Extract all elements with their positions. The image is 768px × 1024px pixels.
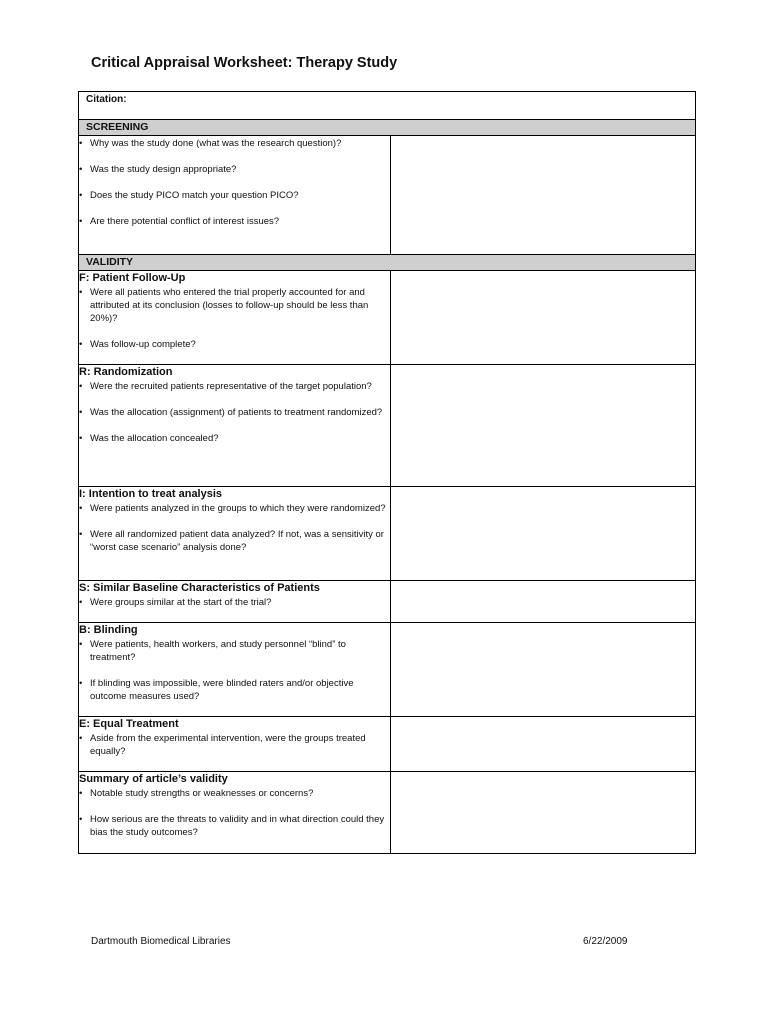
footer-date: 6/22/2009	[583, 936, 628, 947]
answer-cell[interactable]	[391, 365, 696, 487]
validity-row-follow-up	[79, 271, 696, 365]
question-item: • Were patients, health workers, and study personnel “blind” to treatment?	[79, 639, 346, 663]
question-item: • Were the recruited patients representative of the target population?	[79, 381, 372, 392]
validity-row-intention-to-treat	[79, 487, 696, 581]
citation-field[interactable]	[79, 92, 696, 120]
question-item: • Does the study PICO match your question PICO?	[79, 190, 299, 201]
subsection-heading: I: Intention to treat analysis	[79, 488, 223, 500]
validity-row-baseline	[79, 581, 696, 623]
subsection-heading: B: Blinding	[79, 624, 138, 636]
bullet-icon: •	[79, 503, 83, 514]
subsection-heading: E: Equal Treatment	[79, 718, 179, 730]
section-header-validity	[79, 255, 696, 271]
question-cell	[79, 623, 391, 717]
bullet-icon: •	[79, 529, 83, 540]
question-cell	[79, 487, 391, 581]
validity-row-blinding	[79, 623, 696, 717]
bullet-icon: •	[79, 678, 83, 689]
answer-cell[interactable]	[391, 271, 696, 365]
footer-organization: Dartmouth Biomedical Libraries	[91, 936, 231, 947]
bullet-icon: •	[79, 814, 83, 825]
bullet-icon: •	[79, 639, 83, 650]
question-cell	[79, 581, 391, 623]
bullet-icon: •	[79, 381, 83, 392]
page-title: Critical Appraisal Worksheet: Therapy Study	[91, 55, 398, 71]
question-cell	[79, 717, 391, 772]
validity-row-randomization	[79, 365, 696, 487]
question-item: • Notable study strengths or weaknesses or concerns?	[79, 788, 314, 799]
section-heading: SCREENING	[79, 120, 696, 136]
question-item: • Are there potential conflict of interest issues?	[79, 216, 280, 227]
question-item: • Were groups similar at the start of the trial?	[79, 597, 272, 608]
subsection-heading: S: Similar Baseline Characteristics of Patients	[79, 582, 320, 594]
bullet-icon: •	[79, 164, 83, 175]
question-cell	[79, 365, 391, 487]
bullet-icon: •	[79, 733, 83, 744]
worksheet-table	[78, 91, 696, 854]
question-item: • Why was the study done (what was the research question)?	[79, 138, 342, 149]
question-item: • Were patients analyzed in the groups to which they were randomized?	[79, 503, 386, 514]
question-cell	[79, 772, 391, 854]
screening-row	[79, 136, 696, 255]
question-item: • Were all randomized patient data analyzed? If not, was a sensitivity or “worst case scenario” analysis done?	[79, 529, 384, 553]
bullet-icon: •	[79, 433, 83, 444]
question-item: • Was the study design appropriate?	[79, 164, 237, 175]
question-cell	[79, 271, 391, 365]
subsection-heading: R: Randomization	[79, 366, 173, 378]
question-item: • Was the allocation concealed?	[79, 433, 219, 444]
question-item: • Was follow-up complete?	[79, 339, 196, 350]
bullet-icon: •	[79, 287, 83, 298]
question-item: • Was the allocation (assignment) of patients to treatment randomized?	[79, 407, 383, 418]
question-cell	[79, 136, 391, 255]
answer-cell[interactable]	[391, 772, 696, 854]
bullet-icon: •	[79, 407, 83, 418]
answer-cell[interactable]	[391, 136, 696, 255]
subsection-heading: Summary of article’s validity	[79, 773, 228, 785]
validity-row-equal-treatment	[79, 717, 696, 772]
bullet-icon: •	[79, 216, 83, 227]
citation-row	[79, 92, 696, 120]
section-heading: VALIDITY	[79, 255, 696, 271]
question-item: • How serious are the threats to validity and in what direction could they bias the study outcomes?	[79, 814, 385, 838]
bullet-icon: •	[79, 138, 83, 149]
section-header-screening	[79, 120, 696, 136]
question-item: • Were all patients who entered the trial properly accounted for and attributed at its conclusion (losses to follow-up should be less than 20%)?	[79, 287, 369, 324]
answer-cell[interactable]	[391, 581, 696, 623]
answer-cell[interactable]	[391, 623, 696, 717]
bullet-icon: •	[79, 339, 83, 350]
question-item: • If blinding was impossible, were blinded raters and/or objective outcome measures used?	[79, 678, 354, 702]
citation-label: Citation:	[86, 94, 127, 105]
bullet-icon: •	[79, 788, 83, 799]
bullet-icon: •	[79, 597, 83, 608]
validity-row-summary	[79, 772, 696, 854]
subsection-heading: F: Patient Follow-Up	[79, 272, 186, 284]
bullet-icon: •	[79, 190, 83, 201]
answer-cell[interactable]	[391, 717, 696, 772]
question-item: • Aside from the experimental intervention, were the groups treated equally?	[79, 733, 366, 757]
answer-cell[interactable]	[391, 487, 696, 581]
